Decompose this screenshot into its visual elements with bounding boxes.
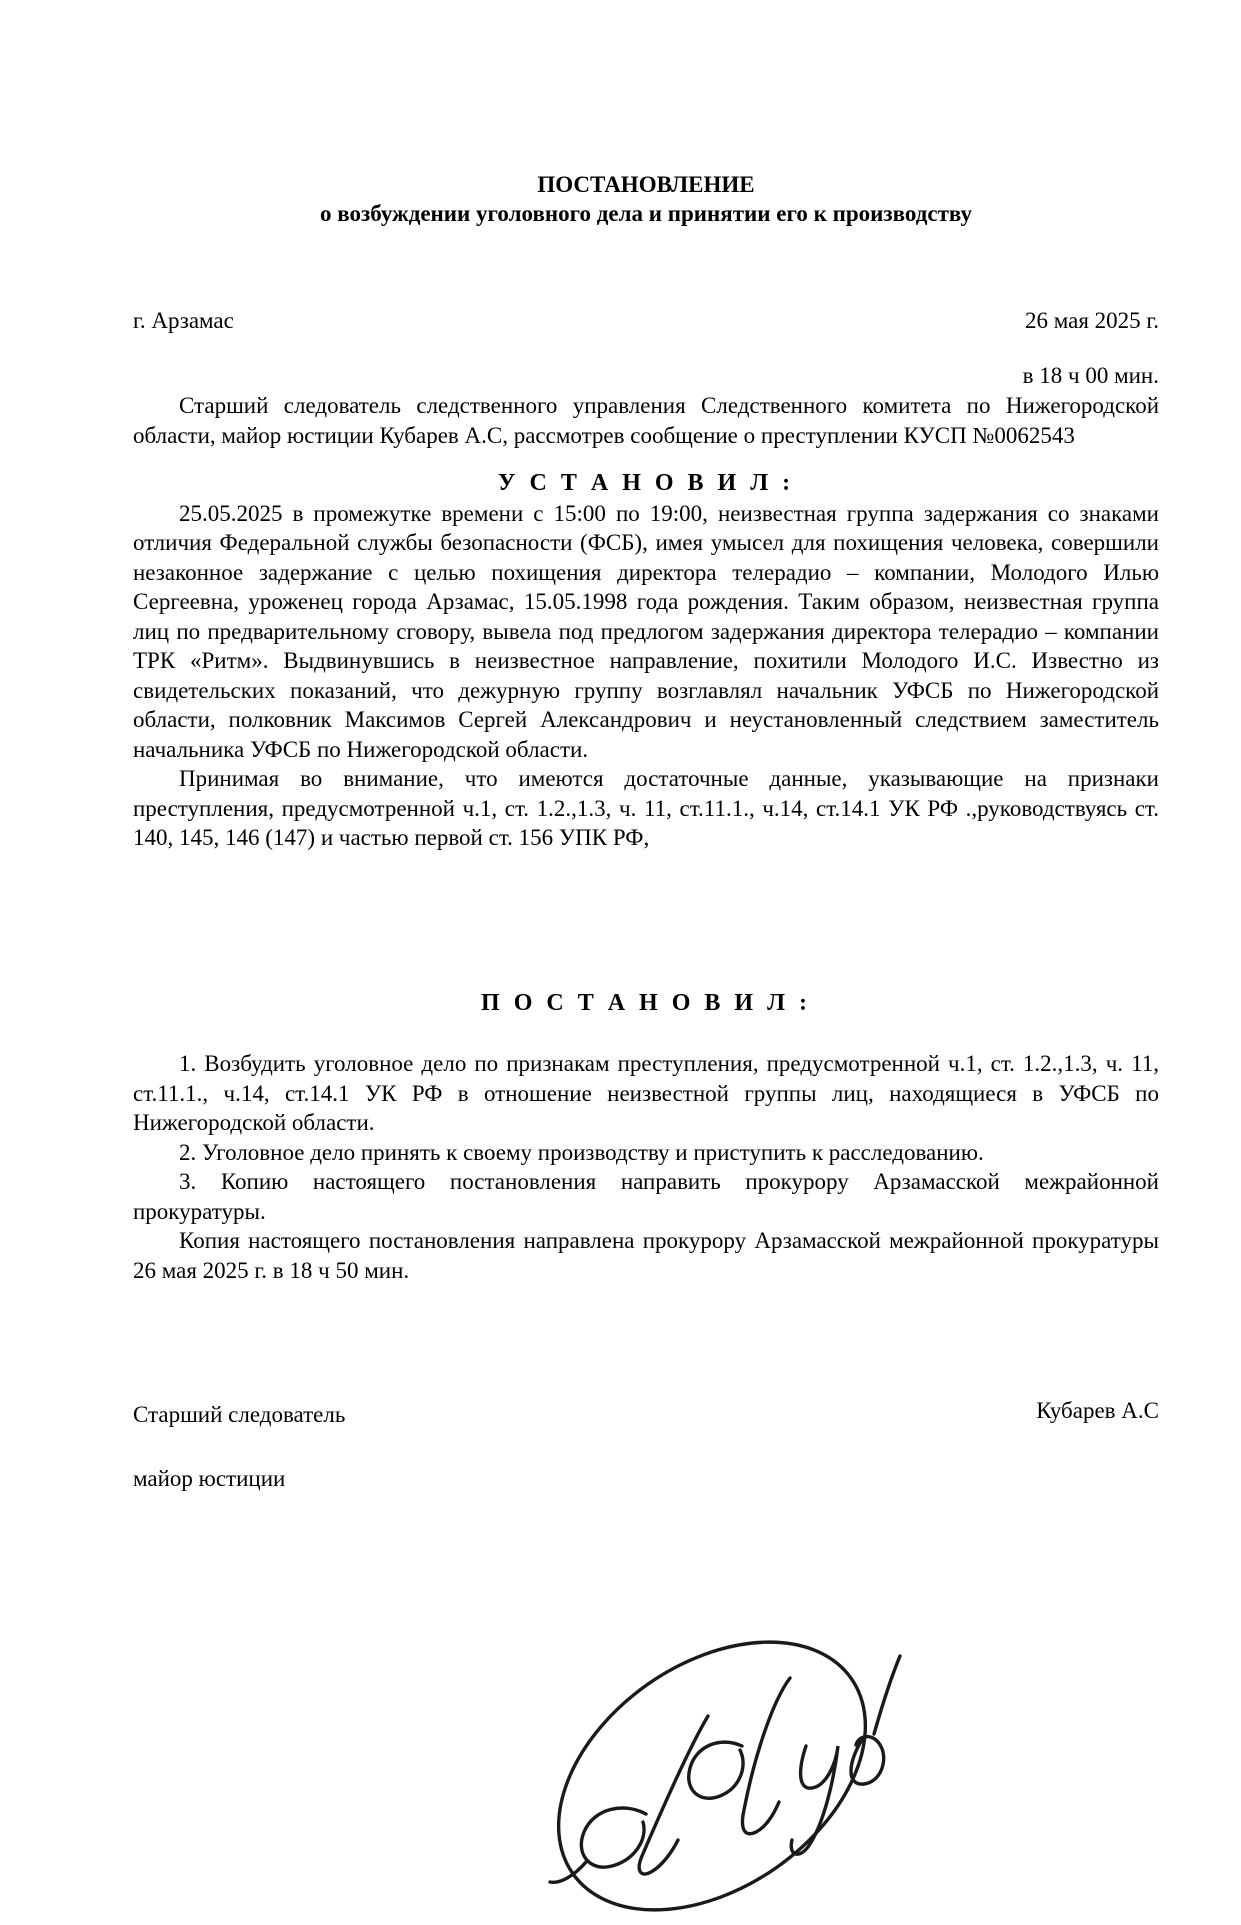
resolved-item-3: 3. Копию настоящего постановления направить прокурору Арзамасской межрайонной прокуратуры. (133, 1169, 1159, 1224)
time-label: в 18 ч 00 мин. (1022, 363, 1159, 388)
resolved-items (133, 1049, 1159, 1226)
signature-autograph-icon (490, 1618, 920, 1925)
copy-note-paragraph: Копия настоящего постановления направлена прокурору Арзамасской межрайонной прокуратуры 26 мая 2025 г. в 18 ч 50 мин. (133, 1228, 1159, 1283)
place-label: г. Арзамас (133, 308, 234, 333)
date-label: 26 мая 2025 г. (1024, 308, 1159, 333)
document-subtitle: о возбуждении уголовного дела и принятии его к производству (319, 201, 973, 226)
signer-name: Кубарев А.С (1036, 1398, 1159, 1423)
resolved-item-2: 2. Уголовное дело принять к своему производству и приступить к расследованию. (179, 1139, 984, 1165)
signer-position-line2: майор юстиции (133, 1466, 286, 1491)
section-heading-established: У С Т А Н О В И Л : (497, 470, 795, 496)
signer-position (133, 1367, 345, 1527)
signature-block (133, 1367, 1159, 1527)
established-paragraph-1: 25.05.2025 в промежутке времени с 15:00 по 19:00, неизвестная группа задержания со знаками отличия Федеральной службы безопасности (ФСБ), имея умысел для похищения человека, совершили незаконное задержание с целью похищения директора телерадио – компании, Молодого Илью Сергеевна, уроженец города Арзамас, 15.05.1998 года рождения. Таким образом, неизвестная группа лиц по предварительному сговору, вывела под предлогом задержания директора телерадио – компании ТРК «Ритм». Выдвинувшись в неизвестное направление, похитили Молодого И.С. Известно из свидетельских показаний, что дежурную группу возглавлял начальник УФСБ по Нижегородской области, полковник Максимов Сергей Александрович и неустановленный следствием заместитель начальника УФСБ по Нижегородской области. (133, 500, 1159, 762)
resolved-item-1: 1. Возбудить уголовное дело по признакам преступления, предусмотренной ч.1, ст. 1.2.,1.3, ч. 11, ст.11.1., ч.14, ст.14.1 УК РФ в отношение неизвестной группы лиц, находящиеся в УФСБ по Нижегородской области. (133, 1051, 1159, 1135)
place-date-line (133, 306, 1159, 336)
document-page (0, 170, 1241, 1527)
intro-paragraph: Старший следователь следственного управления Следственного комитета по Нижегородской области, майор юстиции Кубарев А.С, рассмотрев сообщение о преступлении КУСП №0062543 (133, 393, 1159, 448)
document-title: ПОСТАНОВЛЕНИЕ (537, 172, 755, 197)
document-title-block (133, 170, 1159, 228)
signer-position-line1: Старший следователь (133, 1402, 346, 1427)
established-paragraph-2: Принимая во внимание, что имеются достаточные данные, указывающие на признаки преступления, предусмотренной ч.1, ст. 1.2.,1.3, ч. 11, ст.11.1., ч.14, ст.14.1 УК РФ .,руководствуясь ст. 140, 145, 146 (147) и частью первой ст. 156 УПК РФ, (133, 766, 1159, 850)
section-heading-resolved: П О С Т А Н О В И Л : (481, 989, 811, 1016)
